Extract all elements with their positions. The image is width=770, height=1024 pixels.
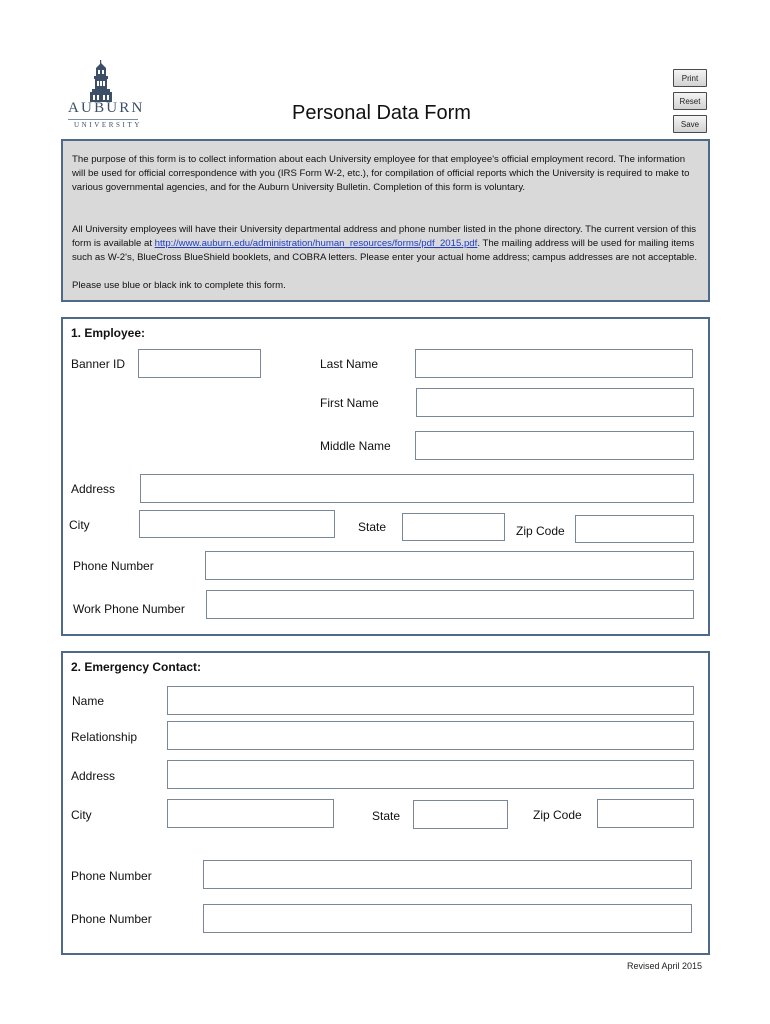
first-name-label: First Name: [320, 396, 379, 410]
save-button[interactable]: Save: [673, 115, 707, 133]
state-input[interactable]: [402, 513, 505, 541]
logo-subtext: UNIVERSITY: [74, 121, 142, 129]
emergency-state-label: State: [372, 809, 401, 823]
relationship-label: Relationship: [71, 730, 138, 744]
city-input[interactable]: [139, 510, 335, 538]
reset-button[interactable]: Reset: [673, 92, 707, 110]
print-button[interactable]: Print: [673, 69, 707, 87]
banner-id-label: Banner ID: [71, 357, 126, 371]
emergency-city-label: City: [71, 808, 92, 822]
page-title: Personal Data Form: [292, 102, 471, 124]
zip-code-label: Zip Code: [516, 524, 565, 538]
work-phone-input[interactable]: [206, 590, 694, 619]
emergency-phone-2-label: Phone Number: [71, 912, 152, 926]
employee-section-title: 1. Employee:: [71, 326, 146, 340]
emergency-phone-2-input[interactable]: [203, 904, 692, 933]
emergency-zip-input[interactable]: [597, 799, 694, 828]
logo-divider: [68, 119, 138, 120]
intro-paragraph-directory: [72, 223, 700, 265]
phone-number-label: Phone Number: [73, 559, 154, 573]
emergency-state-input[interactable]: [413, 800, 508, 829]
last-name-input[interactable]: [415, 349, 693, 378]
emergency-section-title: 2. Emergency Contact:: [71, 660, 202, 674]
zip-code-input[interactable]: [575, 515, 694, 543]
emergency-phone-label: Phone Number: [71, 869, 152, 883]
emergency-name-label: Name: [72, 694, 105, 708]
emergency-address-input[interactable]: [167, 760, 694, 789]
address-label: Address: [71, 482, 116, 496]
emergency-city-input[interactable]: [167, 799, 334, 828]
emergency-address-label: Address: [71, 769, 116, 783]
revision-note: Revised April 2015: [627, 961, 703, 971]
intro-paragraph-purpose: The purpose of this form is to collect information about each University employee for that employee's official employment record. The information will be used for official correspondence with you (IRS Form W-2, etc.), for compilation of official reports which the University is required to make to various governmental agencies, and for the Auburn University Bulletin. Completion of this form is voluntary.: [72, 154, 690, 193]
first-name-input[interactable]: [416, 388, 694, 417]
city-label: City: [69, 518, 90, 532]
emergency-name-input[interactable]: [167, 686, 694, 715]
intro-mailing-text: . The mailing address will be used for mailing items such as W-2's, BlueCross BlueShield booklets, and COBRA letters. Please enter your actual home address; campus addresses are not acceptable.: [72, 238, 698, 263]
relationship-input[interactable]: [167, 721, 694, 750]
intro-box: [61, 139, 710, 302]
last-name-label: Last Name: [320, 357, 379, 371]
intro-ink-instruction: Please use blue or black ink to complete this form.: [72, 280, 286, 291]
work-phone-label: Work Phone Number: [73, 602, 185, 616]
employee-section: [61, 317, 710, 636]
emergency-contact-section: [61, 651, 710, 955]
logo-wordmark: AUBURN: [68, 100, 145, 116]
emergency-phone-input[interactable]: [203, 860, 692, 889]
state-label: State: [358, 520, 387, 534]
middle-name-input[interactable]: [415, 431, 694, 460]
university-tower-logo-icon: [86, 60, 116, 102]
address-input[interactable]: [140, 474, 694, 503]
form-link[interactable]: http://www.auburn.edu/administration/human_resources/forms/pdf_2015.pdf: [154, 238, 478, 249]
intro-directory-text: All University employees will have their University departmental address and phone number listed in the phone directory. The current version of this form is available at: [72, 224, 697, 249]
phone-number-input[interactable]: [205, 551, 694, 580]
banner-id-input[interactable]: [138, 349, 261, 378]
emergency-zip-label: Zip Code: [533, 808, 582, 822]
middle-name-label: Middle Name: [320, 439, 391, 453]
